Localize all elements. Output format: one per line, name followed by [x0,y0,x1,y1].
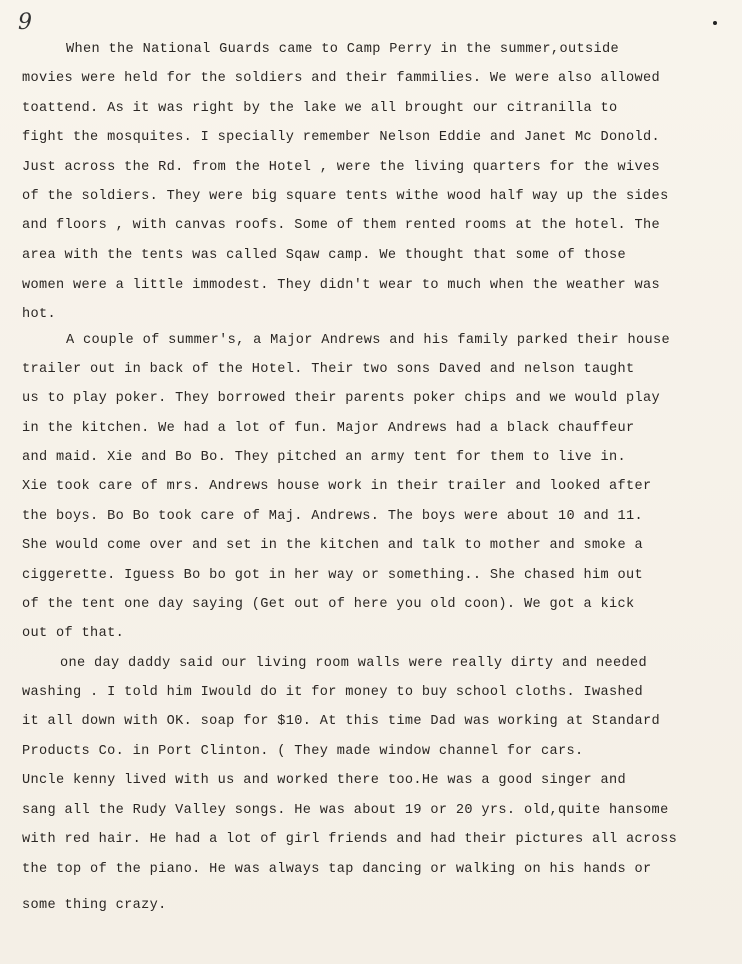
text-line: women were a little immodest. They didn't wear to much when the weather was [22,278,661,293]
text-line: sang all the Rudy Valley songs. He was about 19 or 20 yrs. old,quite hansome [22,803,669,818]
text-line: with red hair. He had a lot of girl friends and had their pictures all across [22,832,678,847]
text-line: in the kitchen. We had a lot of fun. Major Andrews had a black chauffeur [22,421,635,436]
text-line: the top of the piano. He was always tap dancing or walking on his hands or [22,862,652,877]
text-line: movies were held for the soldiers and their fammilies. We were also allowed [22,71,661,86]
text-line: hot. [22,307,57,322]
text-line: and floors , with canvas roofs. Some of them rented rooms at the hotel. The [22,218,661,233]
text-line: fight the mosquites. I specially remember Nelson Eddie and Janet Mc Donold. [22,130,661,145]
text-line: Products Co. in Port Clinton. ( They made window channel for cars. [22,744,584,759]
text-line: one day daddy said our living room walls were really dirty and needed [60,656,648,671]
text-line: some thing crazy. [22,898,167,913]
text-line: it all down with OK. soap for $10. At this time Dad was working at Standard [22,714,661,729]
text-line: toattend. As it was right by the lake we all brought our citranilla to [22,101,618,116]
ink-dot [713,21,717,25]
text-line: She would come over and set in the kitchen and talk to mother and smoke a [22,538,644,553]
text-line: of the soldiers. They were big square tents withe wood half way up the sides [22,189,669,204]
text-line: ciggerette. Iguess Bo bo got in her way or something.. She chased him out [22,568,644,583]
text-line: out of that. [22,626,125,641]
text-line: Xie took care of mrs. Andrews house work in their trailer and looked after [22,479,652,494]
text-line: of the tent one day saying (Get out of here you old coon). We got a kick [22,597,635,612]
text-line: A couple of summer's, a Major Andrews and his family parked their house [66,333,671,348]
page-number: 9 [18,10,32,35]
text-line: the boys. Bo Bo took care of Maj. Andrews. The boys were about 10 and 11. [22,509,644,524]
text-line: When the National Guards came to Camp Perry in the summer,outside [66,42,619,57]
text-line: and maid. Xie and Bo Bo. They pitched an army tent for them to live in. [22,450,627,465]
text-line: Uncle kenny lived with us and worked there too.He was a good singer and [22,773,627,788]
text-line: area with the tents was called Sqaw camp. We thought that some of those [22,248,627,263]
text-line: trailer out in back of the Hotel. Their two sons Daved and nelson taught [22,362,635,377]
text-line: washing . I told him Iwould do it for money to buy school cloths. Iwashed [22,685,644,700]
text-line: us to play poker. They borrowed their parents poker chips and we would play [22,391,661,406]
text-line: Just across the Rd. from the Hotel , were the living quarters for the wives [22,160,661,175]
